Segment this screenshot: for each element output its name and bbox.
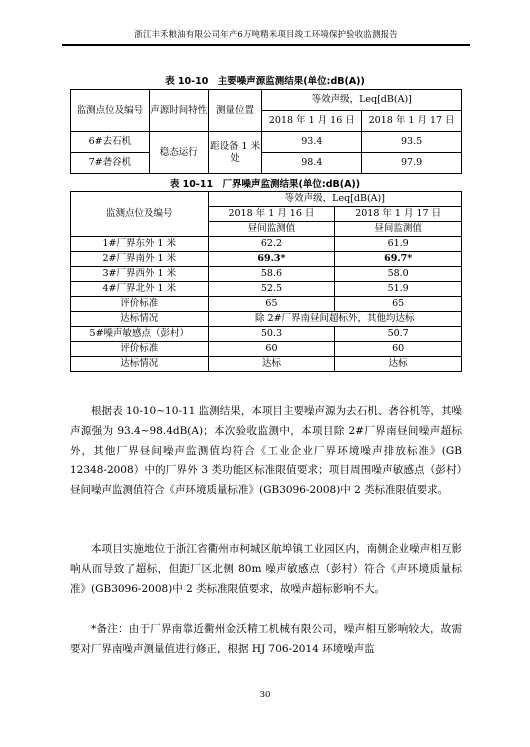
status-value: 达标 <box>335 357 462 372</box>
value-cell: 50.3 <box>208 327 335 342</box>
row-name: 7#砻谷机 <box>71 153 150 174</box>
standard-label: 评价标准 <box>71 342 209 357</box>
header-leq: 等效声级，Leq[dB(A)] <box>262 90 462 111</box>
row-name: 2#厂界南外 1 米 <box>71 252 209 267</box>
header-day-value: 昼间监测值 <box>335 222 462 237</box>
status-value: 达标 <box>208 357 335 372</box>
status-label: 达标情况 <box>71 357 209 372</box>
header-point: 监测点位及编号 <box>71 90 150 132</box>
header-day-value: 昼间监测值 <box>208 222 335 237</box>
table1-caption: 表 10-10 主要噪声源监测结果(单位:dB(A)) <box>165 76 365 87</box>
table2-caption: 表 10-11 厂界噪声监测结果(单位:dB(A)) <box>169 179 361 190</box>
standard-label: 评价标准 <box>71 297 209 312</box>
position-cell: 距设备 1 米处 <box>208 132 262 174</box>
row-name: 1#厂界东外 1 米 <box>71 237 209 252</box>
value-cell: 58.6 <box>208 267 335 282</box>
header-date-2: 2018 年 1 月 17 日 <box>362 111 462 132</box>
paragraph-note: *备注：由于厂界南靠近衢州金沃精工机械有限公司，噪声相互影响较大，故需要对厂界南噪声测量值进行修正，根据 HJ 706-2014 环境噪声监 <box>70 623 462 655</box>
time-character-cell: 稳态运行 <box>149 132 208 174</box>
exceed-value-cell: 69.3* <box>208 252 335 267</box>
main-noise-source-table <box>70 89 462 174</box>
row-name: 6#去石机 <box>71 132 150 153</box>
value-cell: 52.5 <box>208 282 335 297</box>
standard-value: 60 <box>208 342 335 357</box>
header-date-1: 2018 年 1 月 16 日 <box>262 111 362 132</box>
paragraph-results: 根据表 10-10~10-11 监测结果，本项目主要噪声源为去石机、砻谷机等，其噪声源强为 93.4~98.4dB(A)；本次验收监测中，本项目除 2#厂界南昼间噪声超标外，其他厂界昼间噪声监测值均符合《工业企业厂界环境噪声排放标准》(GB 12348-2008）中的厂界外 3 类功能区标准限值要求；项目周围噪声敏感点（彭村）昼间噪声监测值符合《声环境质量标准》(GB3096-2008)中 2 类标准限值要求。 <box>70 405 462 497</box>
header-date-2: 2018 年 1 月 17 日 <box>335 207 462 222</box>
standard-value: 60 <box>335 342 462 357</box>
value-cell: 62.2 <box>208 237 335 252</box>
header-leq: 等效声级，Leq[dB(A)] <box>208 192 461 207</box>
value-cell: 58.0 <box>335 267 462 282</box>
row-name: 5#噪声敏感点（彭村） <box>71 327 209 342</box>
exceed-value-cell: 69.7* <box>335 252 462 267</box>
value-cell: 93.4 <box>262 132 362 153</box>
boundary-noise-table <box>70 191 462 372</box>
header-rule <box>62 44 470 46</box>
value-cell: 93.5 <box>362 132 462 153</box>
value-cell: 51.9 <box>335 282 462 297</box>
status-label: 达标情况 <box>71 312 209 327</box>
paragraph-analysis: 本项目实施地位于浙江省衢州市柯城区航埠镇工业园区内，南侧企业噪声相互影响从而导致了超标，但距厂区北侧 80m 噪声敏感点（彭村）符合《声环境质量标准》(GB3096-2008)中 2 类标准限值要求，故噪声超标影响不大。 <box>70 543 462 595</box>
value-cell: 98.4 <box>262 153 362 174</box>
standard-value: 65 <box>208 297 335 312</box>
header-date-1: 2018 年 1 月 16 日 <box>208 207 335 222</box>
value-cell: 61.9 <box>335 237 462 252</box>
value-cell: 50.7 <box>335 327 462 342</box>
status-merged: 除 2#厂界南昼间超标外，其他均达标 <box>208 312 461 327</box>
running-header: 浙江丰禾粮油有限公司年产6万吨精米项目竣工环境保护验收监测报告 <box>134 30 398 40</box>
row-name: 3#厂界西外 1 米 <box>71 267 209 282</box>
value-cell: 97.9 <box>362 153 462 174</box>
header-position: 测量位置 <box>208 90 262 132</box>
header-time-character: 声源时间特性 <box>149 90 208 132</box>
standard-value: 65 <box>335 297 462 312</box>
header-point: 监测点位及编号 <box>71 192 209 237</box>
page-number: 30 <box>259 690 271 700</box>
row-name: 4#厂界北外 1 米 <box>71 282 209 297</box>
